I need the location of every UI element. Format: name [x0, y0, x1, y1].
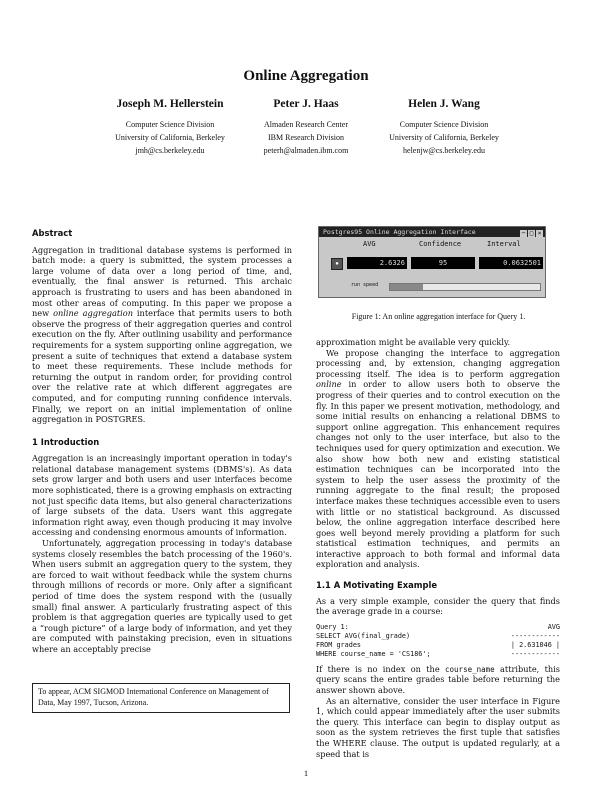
author-block-2 [226, 98, 386, 157]
close-icon: × [537, 230, 542, 237]
author-email: peterh@almaden.ibm.com [263, 146, 349, 155]
author-inst: University of California, Berkeley [389, 133, 499, 142]
column-header-avg: AVG [363, 240, 376, 248]
query-line: FROM grades | 2.631046 | [316, 640, 560, 649]
query-listing [316, 623, 560, 659]
window-titlebar [319, 227, 545, 237]
confidence-value: 95 [411, 257, 475, 269]
speed-slider [389, 283, 541, 291]
right-column [316, 337, 560, 759]
author-name: Joseph M. Hellerstein [116, 98, 224, 110]
author-dept: Almaden Research Center [264, 120, 348, 129]
right-paragraph-1: We propose changing the interface to aggregation processing and, by extension, changing aggregation processing itself. The idea is to perform aggregation online in order to allow users both to observe the progress of their queries and to control execution on the fly. In this paper we present motivation, methodology, and some initial results on enhancing a relational DBMS to support online aggregation. This enhancement requires changes not only to the user interface, but also to the techniques used for query optimization and execution. We also show how both new and existing statistical estimation techniques can be incorporated into the system to help the user assess the proximity of the running aggregate to the final result; the proposed interface makes these techniques accessible even to users with little or no statistical background. As discussed below, the online aggregation interface described here goes well beyond merely providing a platform for such statistical estimation techniques, and permits an interactive approach to both formal and informal data exploration and analysis. [316, 347, 560, 570]
author-block-3 [364, 98, 524, 157]
section-heading-introduction: 1 Introduction [32, 436, 100, 447]
author-name: Helen J. Wang [408, 98, 480, 110]
author-name: Peter J. Haas [273, 98, 339, 110]
intro-paragraph-1: Aggregation is an increasingly important operation in today's relational database management systems (DBMS's). As data sets grow larger and both users and user interfaces become more sophisticated, there is a growing emphasis on extracting not just specific data items, but also general characterizations of large subsets of the data. Users want this aggregate information right away, even though producing it may involve accessing and condensing enormous amounts of information. [32, 453, 292, 538]
column-header-interval: Interval [487, 240, 521, 248]
maximize-icon: □ [529, 230, 534, 237]
window-title: Postgres95 Online Aggregation Interface [323, 228, 476, 236]
figure-caption: Figure 1: An online aggregation interface for Query 1. [351, 312, 526, 321]
right-paragraph-3: If there is no index on the course_name attribute, this query scans the entire grades table before returning the answer shown above. [316, 663, 560, 696]
author-dept: Computer Science Division [125, 120, 215, 129]
author-email: jmh@cs.berkeley.edu [135, 146, 205, 155]
paper-title: Online Aggregation [243, 68, 369, 84]
abstract-heading: Abstract [32, 228, 73, 238]
abstract-text: Aggregation in traditional database systems is performed in batch mode: a query is submitted, the system processes a large volume of data over a long period of time, and, eventually, the final answer is returned. This archaic approach is frustrating to users and has been abandoned in most other areas of computing. In this paper we propose a new online aggregation interface that permits users to both observe the progress of their aggregation queries and control execution on the fly. After outlining usability and performance requirements for a system supporting online aggregation, we present a suite of techniques that extend a database system to meet these requirements. These include methods for returning the output in random order, for providing control over the relative rate at which different aggregates are computed, and for computing running confidence intervals. Finally, we report on an initial implementation of online aggregation in POSTGRES. [32, 244, 292, 425]
avg-value: 2.6326 [347, 257, 407, 269]
right-paragraph-4: As an alternative, consider the user interface in Figure 1, which could appear immediately after the user submits the query. This interface can begin to display output as soon as the system retrieves the first tuple that satisfies the WHERE clause. The output is updated regularly, at a speed that is [316, 695, 560, 759]
author-dept: Computer Science Division [399, 120, 489, 129]
author-inst: IBM Research Division [268, 133, 344, 142]
column-header-confidence: Confidence [419, 240, 462, 248]
right-paragraph-2: As a very simple example, consider the query that finds the average grade in a course: [316, 595, 560, 617]
intro-paragraph-2: Unfortunately, aggregation processing in today's database systems closely resembles the batch processing of the 1960's. When users submit an aggregation query to the system, they are forced to wait without feedback while the system churns through millions of records or more. Only after a significant period of time does the system respond with the (usually small) final answer. A particularly frustrating aspect of this problem is that aggregation queries are typically used to get a “rough picture” of a large body of information, and yet they are computed with painstaking precision, even in situations where an acceptably precise [32, 538, 292, 654]
query-line: Query 1: AVG [316, 622, 560, 631]
minimize-icon: ─ [521, 230, 526, 237]
page-number: 1 [303, 768, 309, 778]
figure-1-interface-window [318, 226, 546, 298]
left-column [32, 228, 292, 655]
author-email: helenjw@cs.berkeley.edu [403, 146, 485, 155]
author-inst: University of California, Berkeley [115, 133, 225, 142]
row-stop-button: ● [331, 258, 343, 270]
venue-note-box: To appear, ACM SIGMOD International Conference on Management of Data, May 1997, Tucson, Arizona. [32, 683, 290, 713]
interval-value: 0.0632501 [479, 257, 543, 269]
subsection-heading-motivating-example: 1.1 A Motivating Example [316, 580, 438, 591]
slider-fill [390, 284, 423, 290]
right-paragraph-0: approximation might be available very quickly. [316, 337, 511, 347]
query-line: SELECT AVG(final_grade) ------------ [316, 631, 560, 640]
query-line: WHERE course_name = 'CS186'; ------------ [316, 649, 560, 658]
slider-label: run speed [351, 282, 379, 288]
